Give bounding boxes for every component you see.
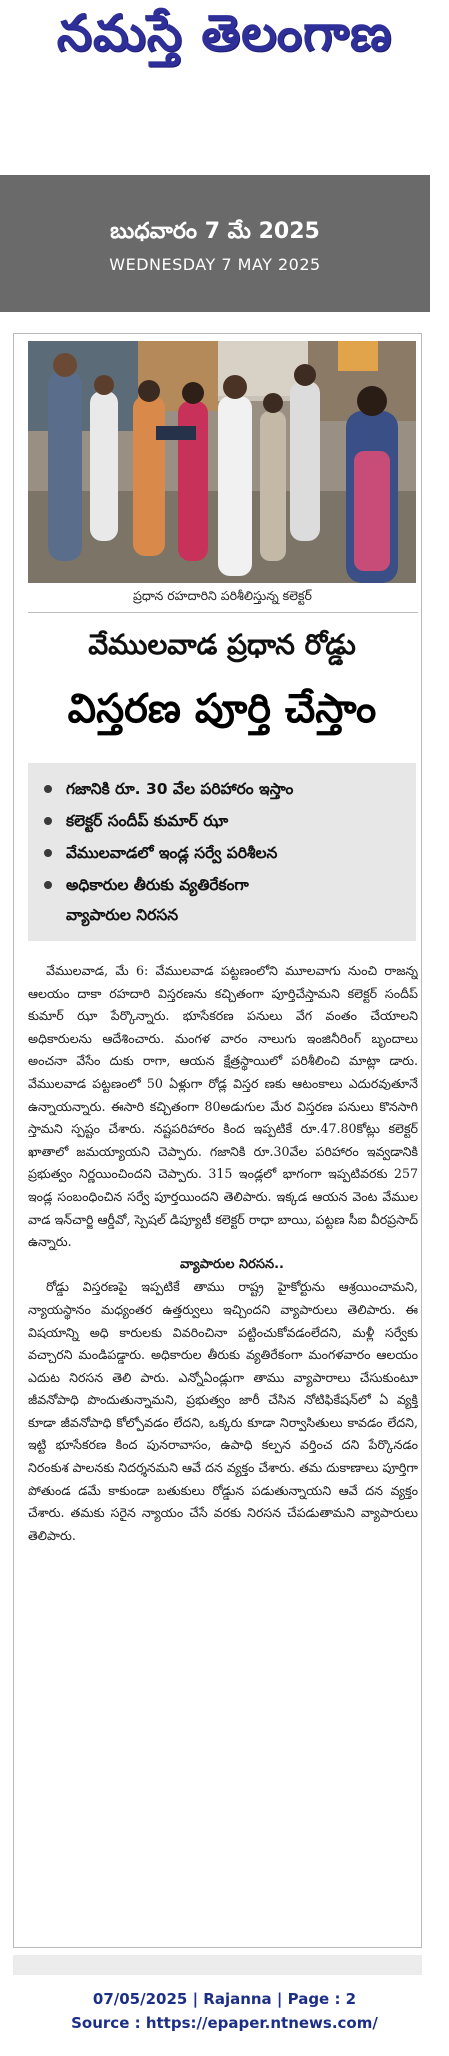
highlight-text: అధికారుల తీరుకు వ్యతిరేకంగా (66, 876, 249, 894)
date-telugu: బుధవారం 7 మే 2025 (110, 219, 320, 244)
article-body (28, 960, 418, 1935)
article-photo (28, 341, 416, 583)
article-headline: విస్తరణ పూర్తి చేస్తాం (67, 686, 377, 732)
highlight-text: వ్యాపారుల నిరసన (66, 906, 179, 924)
highlight-item (40, 805, 408, 837)
photo-illustration (28, 341, 416, 583)
bullet-icon (44, 849, 52, 857)
page-info: 07/05/2025 | Rajanna | Page : 2 (92, 1990, 357, 2008)
highlight-item-continued (40, 901, 408, 929)
highlight-item (40, 773, 408, 805)
masthead (0, 0, 449, 90)
source-link[interactable]: Source : https://epaper.ntnews.com/ (71, 2014, 378, 2032)
highlight-item (40, 837, 408, 869)
caption-divider (28, 612, 418, 613)
bullet-icon (44, 881, 52, 889)
highlight-text: గజానికి రూ. 30 వేల పరిహారం ఇస్తాం (66, 780, 294, 798)
article-kicker: వేములవాడ ప్రధాన రోడ్డు (88, 628, 356, 661)
article-subhead: వ్యాపారుల నిరసన.. (180, 1256, 284, 1272)
article-paragraph: రోడ్డు విస్తరణపై ఇప్పటికే తాము రాష్ట్ర హైకోర్టును ఆశ్రయించామని, న్యాయస్థానం మధ్యంతర ఉత్తర్వులు ఇచ్చిందని వ్యాపారులు తెలిపారు. ఈ విషయాన్ని అధి కారులకు వివరించినా పట్టించుకోవడంలేదని, మళ్లీ సర్వేకు వచ్చారని మండిపడ్డారు. అధికారుల తీరుకు వ్యతిరేకంగా మంగళవారం ఆలయం ఎదుట నిరసన తెలి పారు. ఎన్నోఏండ్లుగా తాము వ్యాపారాలు చేసుకుంటూ జీవనోపాధి పొందుతున్నామని, ప్రభుత్వం జారీ చేసిన నోటిఫికేషన్‌లో ఏ వ్యక్తి కూడా జీవనోపాధి కోల్పోవడం లేదని, ఒక్కరు కూడా నిర్వాసితులు కావడం లేదని, ఇట్టి భూసేకరణ కింద పునరావాసం, ఉపాధి కల్పన వర్తించ దని పేర్కొనడం నిరంకుశ పాలనకు నిదర్శనమని ఆవే దన వ్యక్తం చేశారు. తమ దుకాణాలు పూర్తిగా పోతుండ డమే కాకుండా బతుకులు రోడ్డున పడుతున్నాయని ఆవే దన వ్యక్తం చేశారు. తమకు సరైన న్యాయం చేసే వరకు నిరసన చేపడుతామని వ్యాపారులు తెలిపారు. (28, 1279, 418, 1543)
photo-caption: ప్రధాన రహదారిని పరిశీలిస్తున్న కలెక్టర్ (133, 588, 312, 603)
highlight-item (40, 869, 408, 901)
newspaper-logo: నమస్తే తెలంగాణ (56, 4, 393, 62)
highlight-text: వేములవాడలో ఇండ్ల సర్వే పరిశీలన (66, 844, 278, 862)
clipping-bottom-band (13, 1955, 422, 1975)
date-english: WEDNESDAY 7 MAY 2025 (109, 255, 321, 274)
highlights-box (28, 763, 416, 941)
bullet-icon (44, 785, 52, 793)
article-paragraph: వేములవాడ, మే 6: వేములవాడ పట్టణంలోని మూలవాగు నుంచి రాజన్న ఆలయం దాకా రహదారి విస్తరణను కచ్చితంగా పూర్తిచేస్తామని కలెక్టర్ సందీప్ కుమార్ ఝా పేర్కొన్నారు. భూసేకరణ పనులు వేగ వంతం చేయాలని అధికారులను ఆదేశించారు. మంగళ వారం నాలుగు ఇంజినీరింగ్ బృందాలు అంచనా వేసేం దుకు రాగా, ఆయన క్షేత్రస్థాయిలో పరిశీలించి మాట్లా డారు. వేములవాడ పట్టణంలో 50 ఏళ్లుగా రోడ్ల విస్తర ణకు ఆటంకాలు ఎదురవుతూనే ఉన్నాయన్నారు. ఈసారి కచ్చితంగా 80అడుగుల మేర విస్తరణ పనులు కొనసాగి స్తామని స్పష్టం చేశారు. నష్టపరిహారం కింద ఇప్పటికే రూ.47.80కోట్లు కలెక్టర్ ఖాతాలో జమయ్యాయని చెప్పారు. గజానికి రూ.30వేల పరిహారం ఇవ్వడానికి ప్రభుత్వం నిర్ణయించిందని చెప్పారు. 315 ఇండ్లలో భాగంగా ఇప్పటివరకు 257 ఇండ్ల సంబంధించిన సర్వే పూర్తయిందని తెలిపారు. ఇక్కడ ఆయన వెంట వేముల వాడ ఇన్‌చార్జి ఆర్డీవో, స్పెషల్ డిప్యూటీ కలెక్టర్ రాధా బాయి, పట్టణ సీఐ వీరప్రసాద్ ఉన్నారు. (28, 963, 418, 1250)
bullet-icon (44, 817, 52, 825)
date-banner (0, 175, 430, 312)
highlight-text: కలెక్టర్ సందీప్ కుమార్ ఝా (66, 812, 229, 830)
